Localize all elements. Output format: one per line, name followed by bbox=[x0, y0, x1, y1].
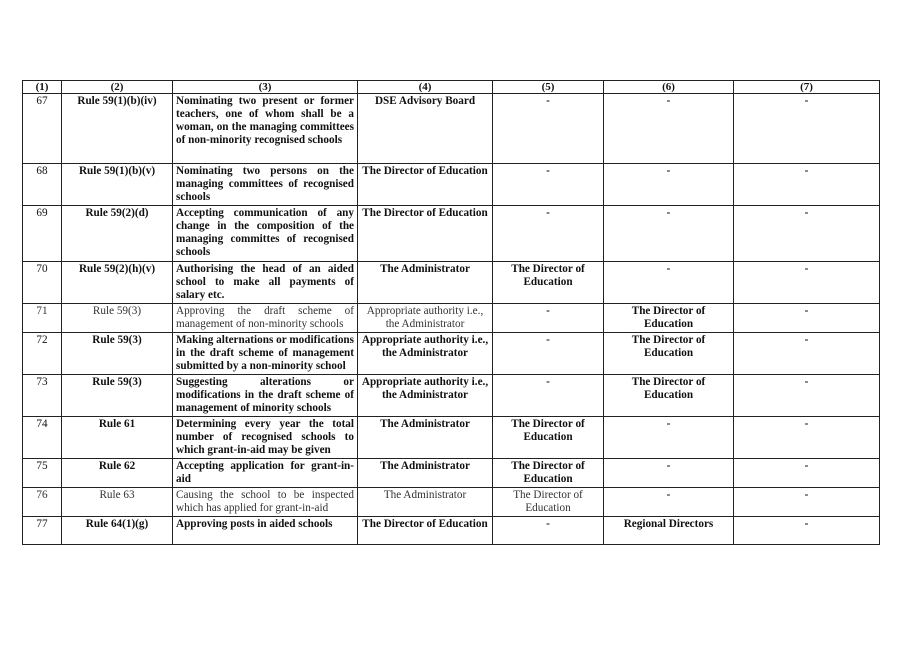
authority-cell: The Administrator bbox=[358, 488, 493, 517]
column-header: (1) bbox=[23, 81, 62, 94]
serial-number: 70 bbox=[23, 262, 62, 304]
delegate-cell: - bbox=[493, 333, 604, 375]
table-row bbox=[23, 333, 880, 375]
authority-cell: The Director of Education bbox=[358, 206, 493, 262]
authority-cell: The Director of Education bbox=[358, 517, 493, 545]
remarks-cell: - bbox=[734, 375, 880, 417]
authority-cell: Appropriate authority i.e., the Administrator bbox=[358, 375, 493, 417]
delegate-cell: - bbox=[493, 517, 604, 545]
table-header bbox=[23, 81, 880, 94]
authority-cell: The Administrator bbox=[358, 417, 493, 459]
delegation-table bbox=[22, 80, 880, 545]
further-delegate-cell: - bbox=[604, 262, 734, 304]
table-row bbox=[23, 164, 880, 206]
remarks-cell: - bbox=[734, 517, 880, 545]
serial-number: 71 bbox=[23, 304, 62, 333]
serial-number: 77 bbox=[23, 517, 62, 545]
power-description: Authorising the head of an aided school to make all payments of salary etc. bbox=[173, 262, 358, 304]
delegate-cell: - bbox=[493, 375, 604, 417]
column-header: (3) bbox=[173, 81, 358, 94]
table-row bbox=[23, 262, 880, 304]
rule-reference: Rule 59(3) bbox=[62, 304, 173, 333]
delegate-cell: The Director of Education bbox=[493, 488, 604, 517]
power-description: Approving posts in aided schools bbox=[173, 517, 358, 545]
table-row bbox=[23, 375, 880, 417]
serial-number: 76 bbox=[23, 488, 62, 517]
table-row bbox=[23, 459, 880, 488]
column-header: (6) bbox=[604, 81, 734, 94]
delegate-cell: - bbox=[493, 304, 604, 333]
power-description: Nominating two persons on the managing committees of recognised schools bbox=[173, 164, 358, 206]
authority-cell: The Administrator bbox=[358, 459, 493, 488]
rule-reference: Rule 62 bbox=[62, 459, 173, 488]
delegate-cell: The Director of Education bbox=[493, 262, 604, 304]
table-row bbox=[23, 206, 880, 262]
further-delegate-cell: - bbox=[604, 94, 734, 164]
rule-reference: Rule 59(2)(d) bbox=[62, 206, 173, 262]
rule-reference: Rule 63 bbox=[62, 488, 173, 517]
delegate-cell: - bbox=[493, 164, 604, 206]
authority-cell: DSE Advisory Board bbox=[358, 94, 493, 164]
further-delegate-cell: - bbox=[604, 488, 734, 517]
delegate-cell: - bbox=[493, 94, 604, 164]
table-row bbox=[23, 488, 880, 517]
further-delegate-cell: - bbox=[604, 164, 734, 206]
authority-cell: Appropriate authority i.e., the Administrator bbox=[358, 333, 493, 375]
serial-number: 72 bbox=[23, 333, 62, 375]
column-header: (4) bbox=[358, 81, 493, 94]
further-delegate-cell: The Director of Education bbox=[604, 333, 734, 375]
serial-number: 74 bbox=[23, 417, 62, 459]
power-description: Making alternations or modifications in the draft scheme of management submitted by a non-minority school bbox=[173, 333, 358, 375]
rule-reference: Rule 64(1)(g) bbox=[62, 517, 173, 545]
power-description: Accepting communication of any change in the composition of the managing committes of recognised schools bbox=[173, 206, 358, 262]
power-description: Accepting application for grant-in-aid bbox=[173, 459, 358, 488]
delegate-cell: The Director of Education bbox=[493, 417, 604, 459]
remarks-cell: - bbox=[734, 417, 880, 459]
power-description: Nominating two present or former teachers, one of whom shall be a woman, on the managing committees of non-minority recognised schools bbox=[173, 94, 358, 164]
remarks-cell: - bbox=[734, 262, 880, 304]
remarks-cell: - bbox=[734, 94, 880, 164]
remarks-cell: - bbox=[734, 488, 880, 517]
column-header: (2) bbox=[62, 81, 173, 94]
power-description: Causing the school to be inspected which has applied for grant-in-aid bbox=[173, 488, 358, 517]
table-body bbox=[23, 94, 880, 545]
rule-reference: Rule 61 bbox=[62, 417, 173, 459]
delegate-cell: - bbox=[493, 206, 604, 262]
further-delegate-cell: - bbox=[604, 459, 734, 488]
table-row bbox=[23, 517, 880, 545]
header-row bbox=[23, 81, 880, 94]
serial-number: 68 bbox=[23, 164, 62, 206]
authority-cell: The Director of Education bbox=[358, 164, 493, 206]
further-delegate-cell: - bbox=[604, 206, 734, 262]
further-delegate-cell: - bbox=[604, 417, 734, 459]
remarks-cell: - bbox=[734, 206, 880, 262]
rule-reference: Rule 59(1)(b)(v) bbox=[62, 164, 173, 206]
power-description: Suggesting alterations or modifications in the draft scheme of management of minority schools bbox=[173, 375, 358, 417]
remarks-cell: - bbox=[734, 164, 880, 206]
power-description: Approving the draft scheme of management of non-minority schools bbox=[173, 304, 358, 333]
table-row bbox=[23, 417, 880, 459]
column-header: (7) bbox=[734, 81, 880, 94]
rule-reference: Rule 59(3) bbox=[62, 333, 173, 375]
table-row bbox=[23, 94, 880, 164]
power-description: Determining every year the total number of recognised schools to which grant-in-aid may be given bbox=[173, 417, 358, 459]
remarks-cell: - bbox=[734, 459, 880, 488]
rule-reference: Rule 59(2)(h)(v) bbox=[62, 262, 173, 304]
rule-reference: Rule 59(1)(b)(iv) bbox=[62, 94, 173, 164]
delegate-cell: The Director of Education bbox=[493, 459, 604, 488]
column-header: (5) bbox=[493, 81, 604, 94]
remarks-cell: - bbox=[734, 333, 880, 375]
serial-number: 69 bbox=[23, 206, 62, 262]
rule-reference: Rule 59(3) bbox=[62, 375, 173, 417]
further-delegate-cell: Regional Directors bbox=[604, 517, 734, 545]
further-delegate-cell: The Director of Education bbox=[604, 375, 734, 417]
further-delegate-cell: The Director of Education bbox=[604, 304, 734, 333]
authority-cell: The Administrator bbox=[358, 262, 493, 304]
remarks-cell: - bbox=[734, 304, 880, 333]
authority-cell: Appropriate authority i.e., the Administrator bbox=[358, 304, 493, 333]
table-row bbox=[23, 304, 880, 333]
serial-number: 67 bbox=[23, 94, 62, 164]
serial-number: 75 bbox=[23, 459, 62, 488]
serial-number: 73 bbox=[23, 375, 62, 417]
